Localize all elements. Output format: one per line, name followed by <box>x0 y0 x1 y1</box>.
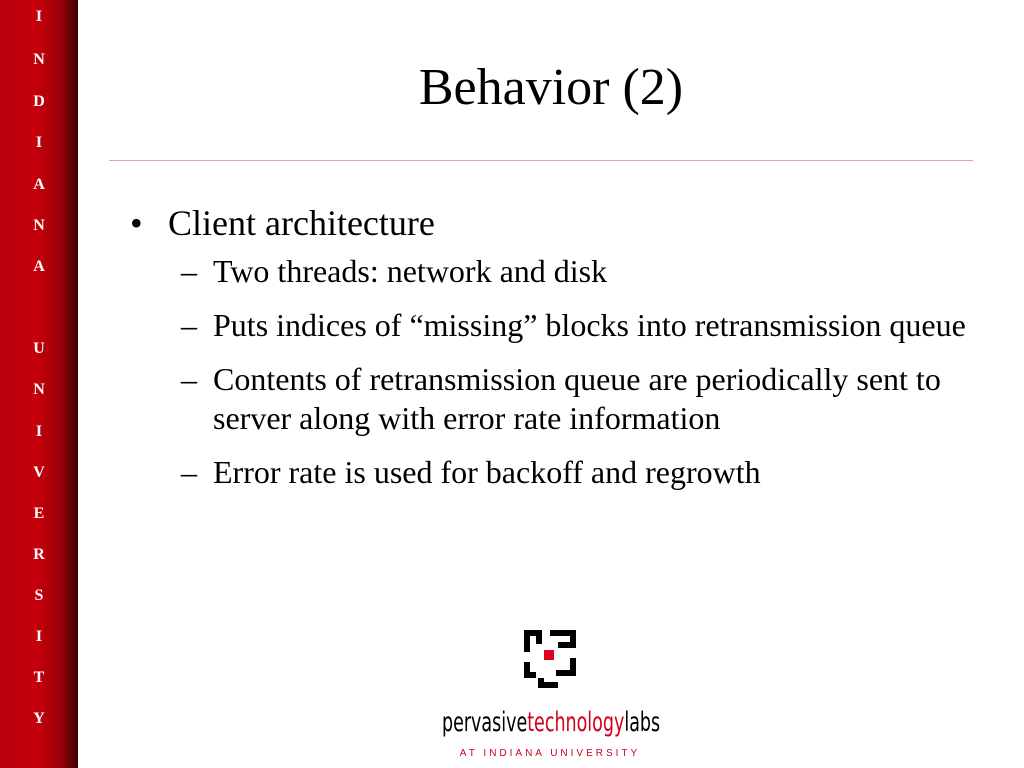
bullet-dot: • <box>130 203 143 243</box>
sidebar-letter: I <box>35 423 43 440</box>
sidebar-letter: N <box>33 381 45 398</box>
logo-word-labs: labs <box>624 707 661 738</box>
sidebar-letter: A <box>33 176 45 193</box>
subbullet-item <box>128 306 973 345</box>
sidebar-letter: A <box>33 258 45 275</box>
sidebar-letter: U <box>33 340 45 357</box>
subbullet-dash: – <box>181 454 197 490</box>
bullet-text: Client architecture <box>168 203 435 243</box>
logo-word-technology: technology <box>527 707 625 738</box>
subbullet-dash: – <box>181 361 197 397</box>
subbullet-item <box>128 453 973 492</box>
ptl-logo-wordmark <box>442 706 661 740</box>
subbullet-text: Puts indices of “missing” blocks into retransmission queue <box>213 307 966 343</box>
subbullet-text: Two threads: network and disk <box>213 253 608 289</box>
ptl-logo-icon <box>524 630 576 688</box>
sidebar-letter: E <box>33 505 45 522</box>
sidebar-letter: R <box>33 546 45 563</box>
subbullet-dash: – <box>181 253 197 289</box>
sidebar-letter: V <box>33 464 45 481</box>
sidebar-letter: S <box>34 587 44 604</box>
subbullet-text: Contents of retransmission queue are periodically sent to server along with error rate information <box>213 361 941 436</box>
title-divider <box>109 160 973 161</box>
subbullet-item <box>128 252 973 291</box>
sidebar-letter: N <box>33 217 45 234</box>
sidebar-letter: T <box>33 669 45 686</box>
bullet-list <box>128 198 988 507</box>
sidebar-letter: I <box>35 134 43 151</box>
sidebar-letter: I <box>35 628 43 645</box>
subbullet-text: Error rate is used for backoff and regrowth <box>213 454 761 490</box>
sidebar-letter: N <box>33 51 45 68</box>
subbullet-item <box>128 360 973 438</box>
logo-subtitle: AT INDIANA UNIVERSITY <box>459 748 641 759</box>
sidebar-letter: Y <box>33 710 45 727</box>
sidebar-banner <box>0 0 78 768</box>
sidebar-letter: I <box>35 8 43 25</box>
logo-word-pervasive: pervasive <box>442 707 528 738</box>
subbullet-dash: – <box>181 307 197 343</box>
slide-title: Behavior (2) <box>418 59 684 116</box>
sidebar-letter: D <box>33 93 45 110</box>
bullet-item <box>128 198 988 248</box>
